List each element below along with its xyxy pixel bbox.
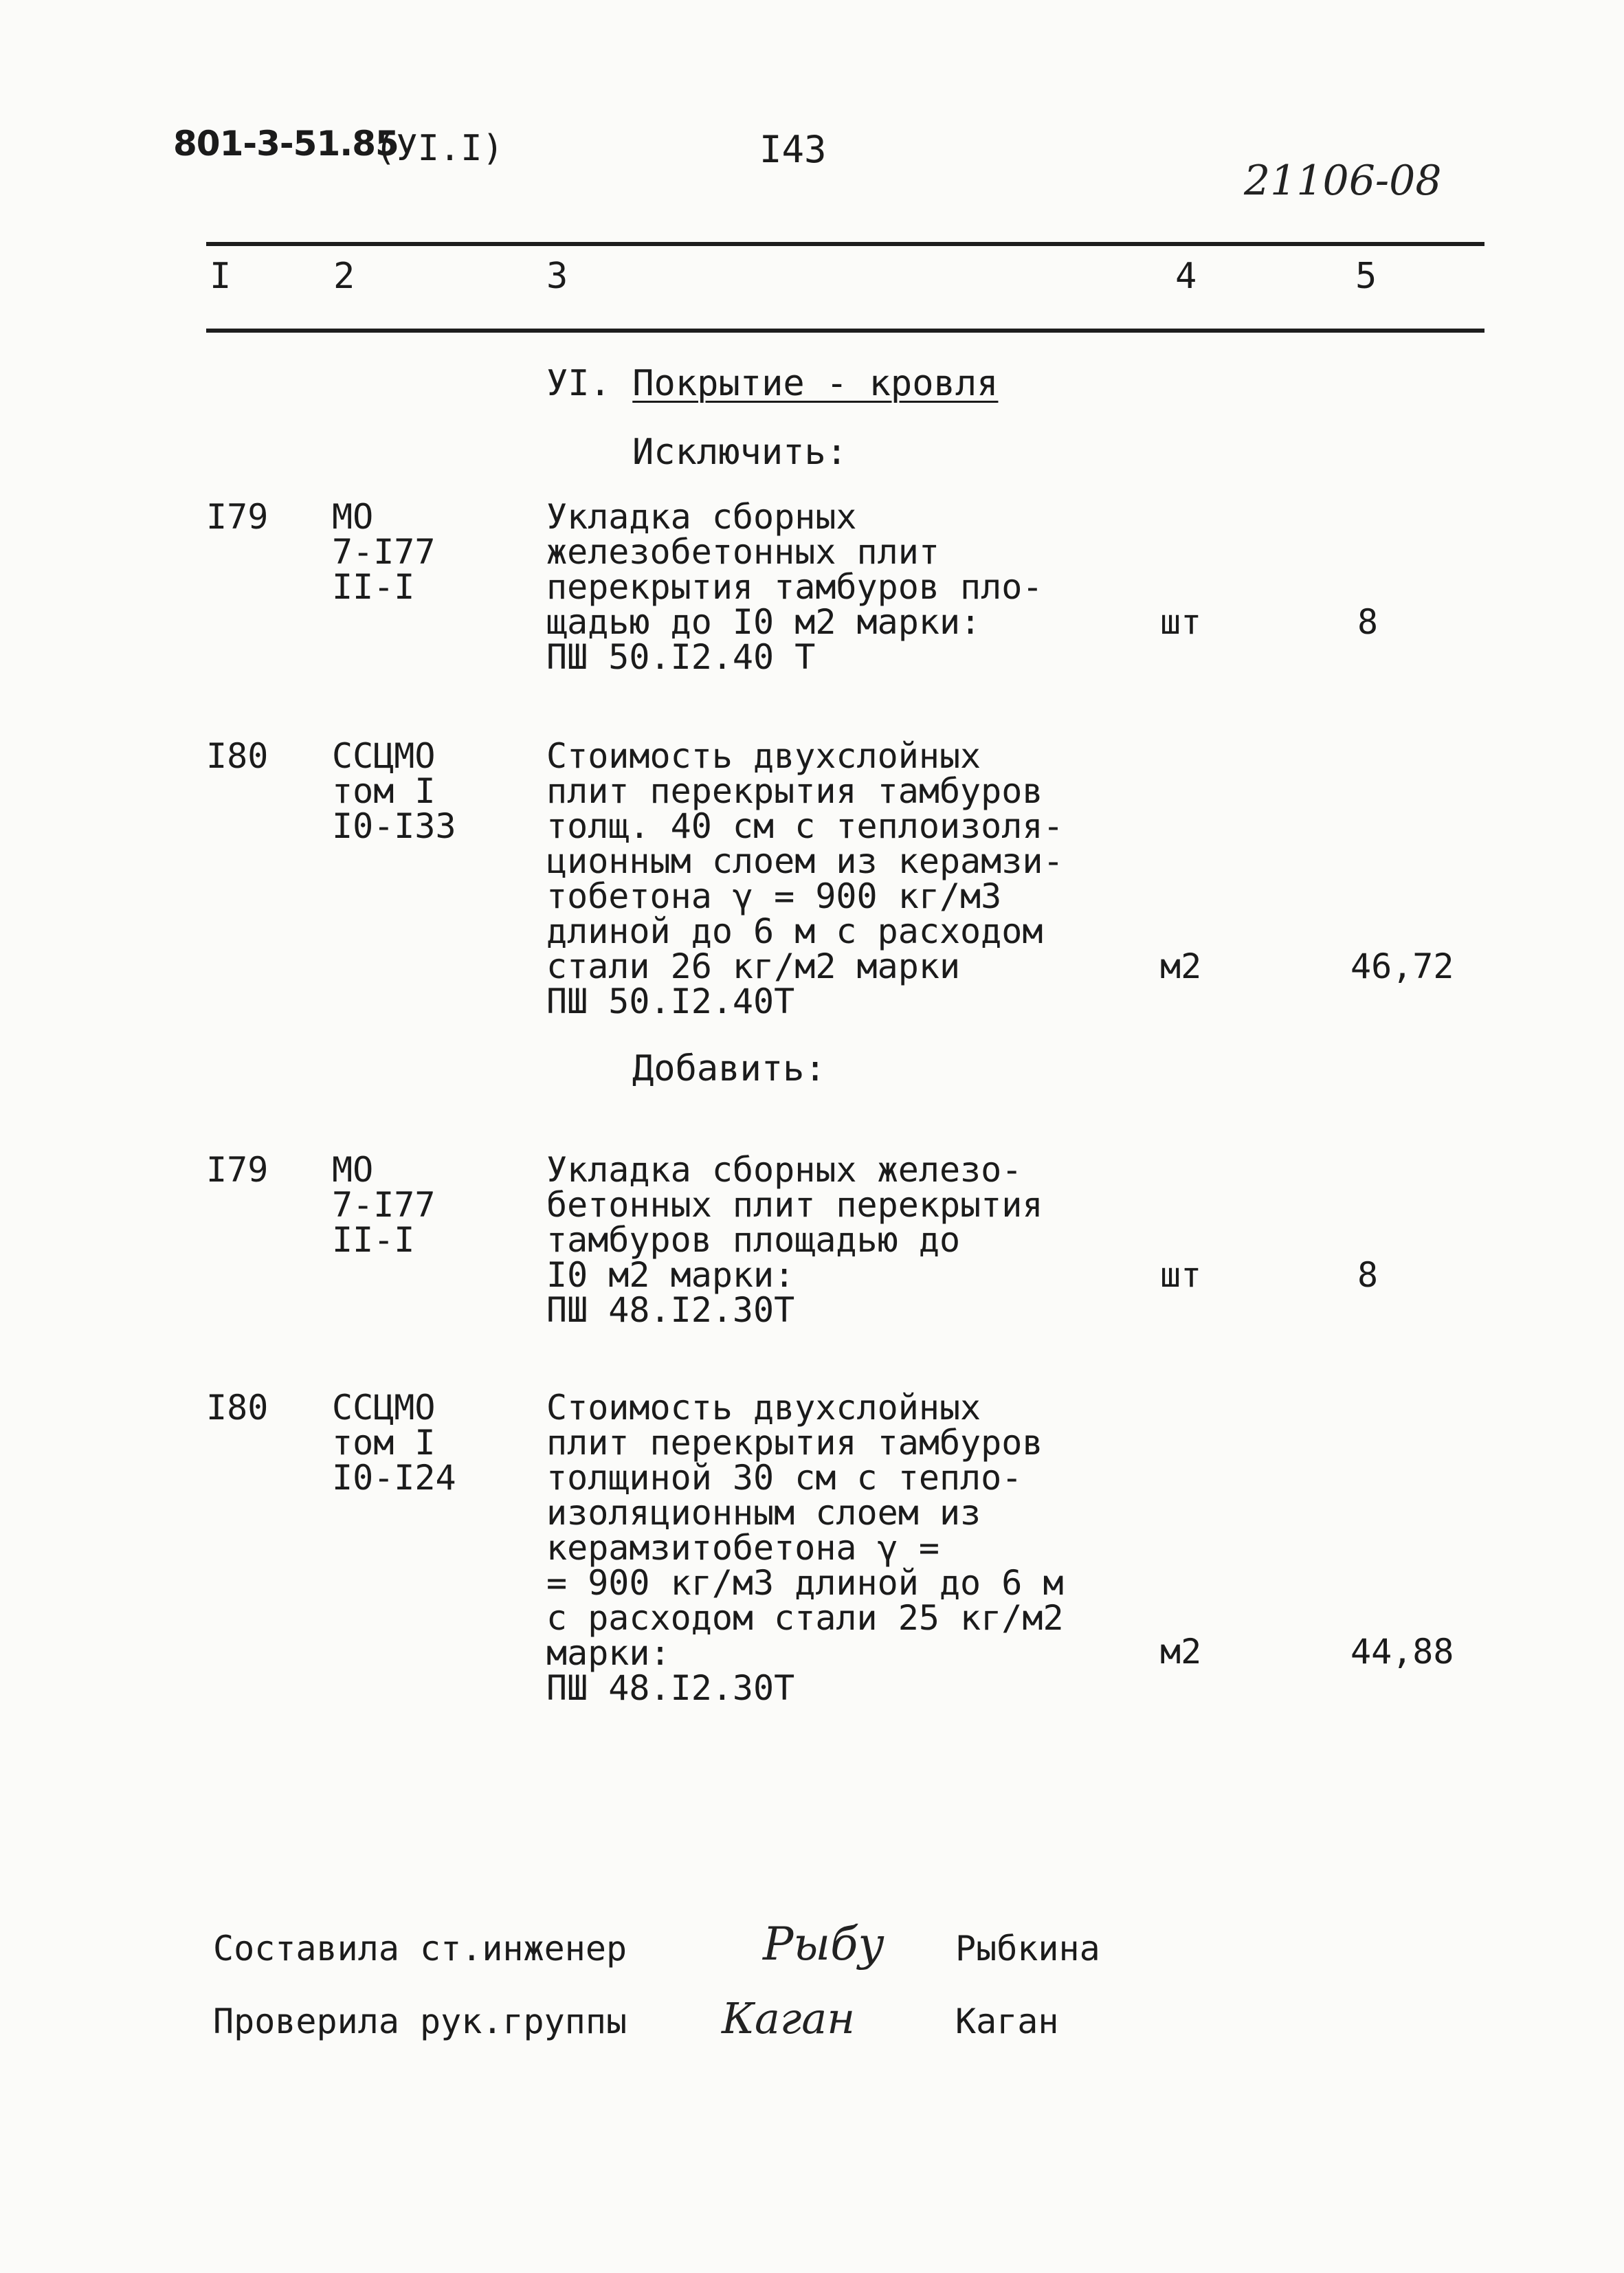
row-code: ССЦМО том I I0-I24 <box>332 1388 456 1498</box>
document-code: 801-3-51.85 <box>173 124 399 164</box>
row-quantity: 8 <box>1357 1255 1379 1295</box>
column-header-3: 3 <box>546 256 568 297</box>
row-unit: шт <box>1160 1255 1202 1295</box>
row-description: Укладка сборных железобетонных плит перекрытия тамбуров пло- щадью до I0 м2 марки: ПШ 50.I2.40 Т <box>546 497 1043 677</box>
add-label: Добавить: <box>632 1048 826 1089</box>
row-description: Укладка сборных железо- бетонных плит перекрытия тамбуров площадью до I0 м2 марки: ПШ 48.I2.30Т <box>546 1150 1043 1330</box>
section-number: УI. <box>546 363 611 404</box>
row-unit: шт <box>1160 602 1202 642</box>
exclude-label: Исключить: <box>632 432 848 473</box>
checker-name: Каган <box>955 2002 1059 2041</box>
table-top-rule <box>206 242 1484 246</box>
row-number: I80 <box>206 1388 269 1428</box>
column-header-5: 5 <box>1355 256 1377 297</box>
row-quantity: 46,72 <box>1350 946 1454 986</box>
row-code: МО 7-I77 II-I <box>332 497 436 607</box>
row-description: Стоимость двухслойных плит перекрытия тамбуров толщиной 30 см с тепло- изоляционным слоем из керамзитобетона γ = = 900 кг/м3 длиной до 6 м с расходом стали 25 кг/м2 марки: ПШ 48.I2.30Т <box>546 1388 1064 1708</box>
row-code: ССЦМО том I I0-I33 <box>332 736 456 846</box>
compiler-name: Рыбкина <box>955 1929 1100 1969</box>
document-part: (УI.I) <box>375 128 504 169</box>
row-description: Стоимость двухслойных плит перекрытия тамбуров толщ. 40 см с теплоизоля- ционным слоем из керамзи- тобетона γ = 900 кг/м3 длиной до 6 м с расходом стали 26 кг/м2 марки ПШ 50.I2.40Т <box>546 736 1064 1021</box>
checker-signature: Каган <box>722 1993 856 2043</box>
row-number: I79 <box>206 1150 269 1190</box>
checker-role: Проверила рук.группы <box>213 2002 627 2041</box>
compiler-role: Составила ст.инженер <box>213 1929 627 1969</box>
page-number: I43 <box>759 128 827 171</box>
section-title: Покрытие - кровля <box>632 363 999 404</box>
row-number: I80 <box>206 736 269 776</box>
row-quantity: 8 <box>1357 602 1379 642</box>
row-number: I79 <box>206 497 269 537</box>
row-code: МО 7-I77 II-I <box>332 1150 436 1260</box>
row-quantity: 44,88 <box>1350 1632 1454 1672</box>
section-heading <box>546 363 998 404</box>
handwritten-number: 21106-08 <box>1244 157 1442 205</box>
table-header-rule <box>206 329 1484 333</box>
row-unit: м2 <box>1160 946 1202 986</box>
column-header-4: 4 <box>1175 256 1197 297</box>
column-header-2: 2 <box>333 256 355 297</box>
compiler-signature: Рыбу <box>763 1918 885 1971</box>
column-header-1: I <box>210 256 232 297</box>
row-unit: м2 <box>1160 1632 1202 1672</box>
